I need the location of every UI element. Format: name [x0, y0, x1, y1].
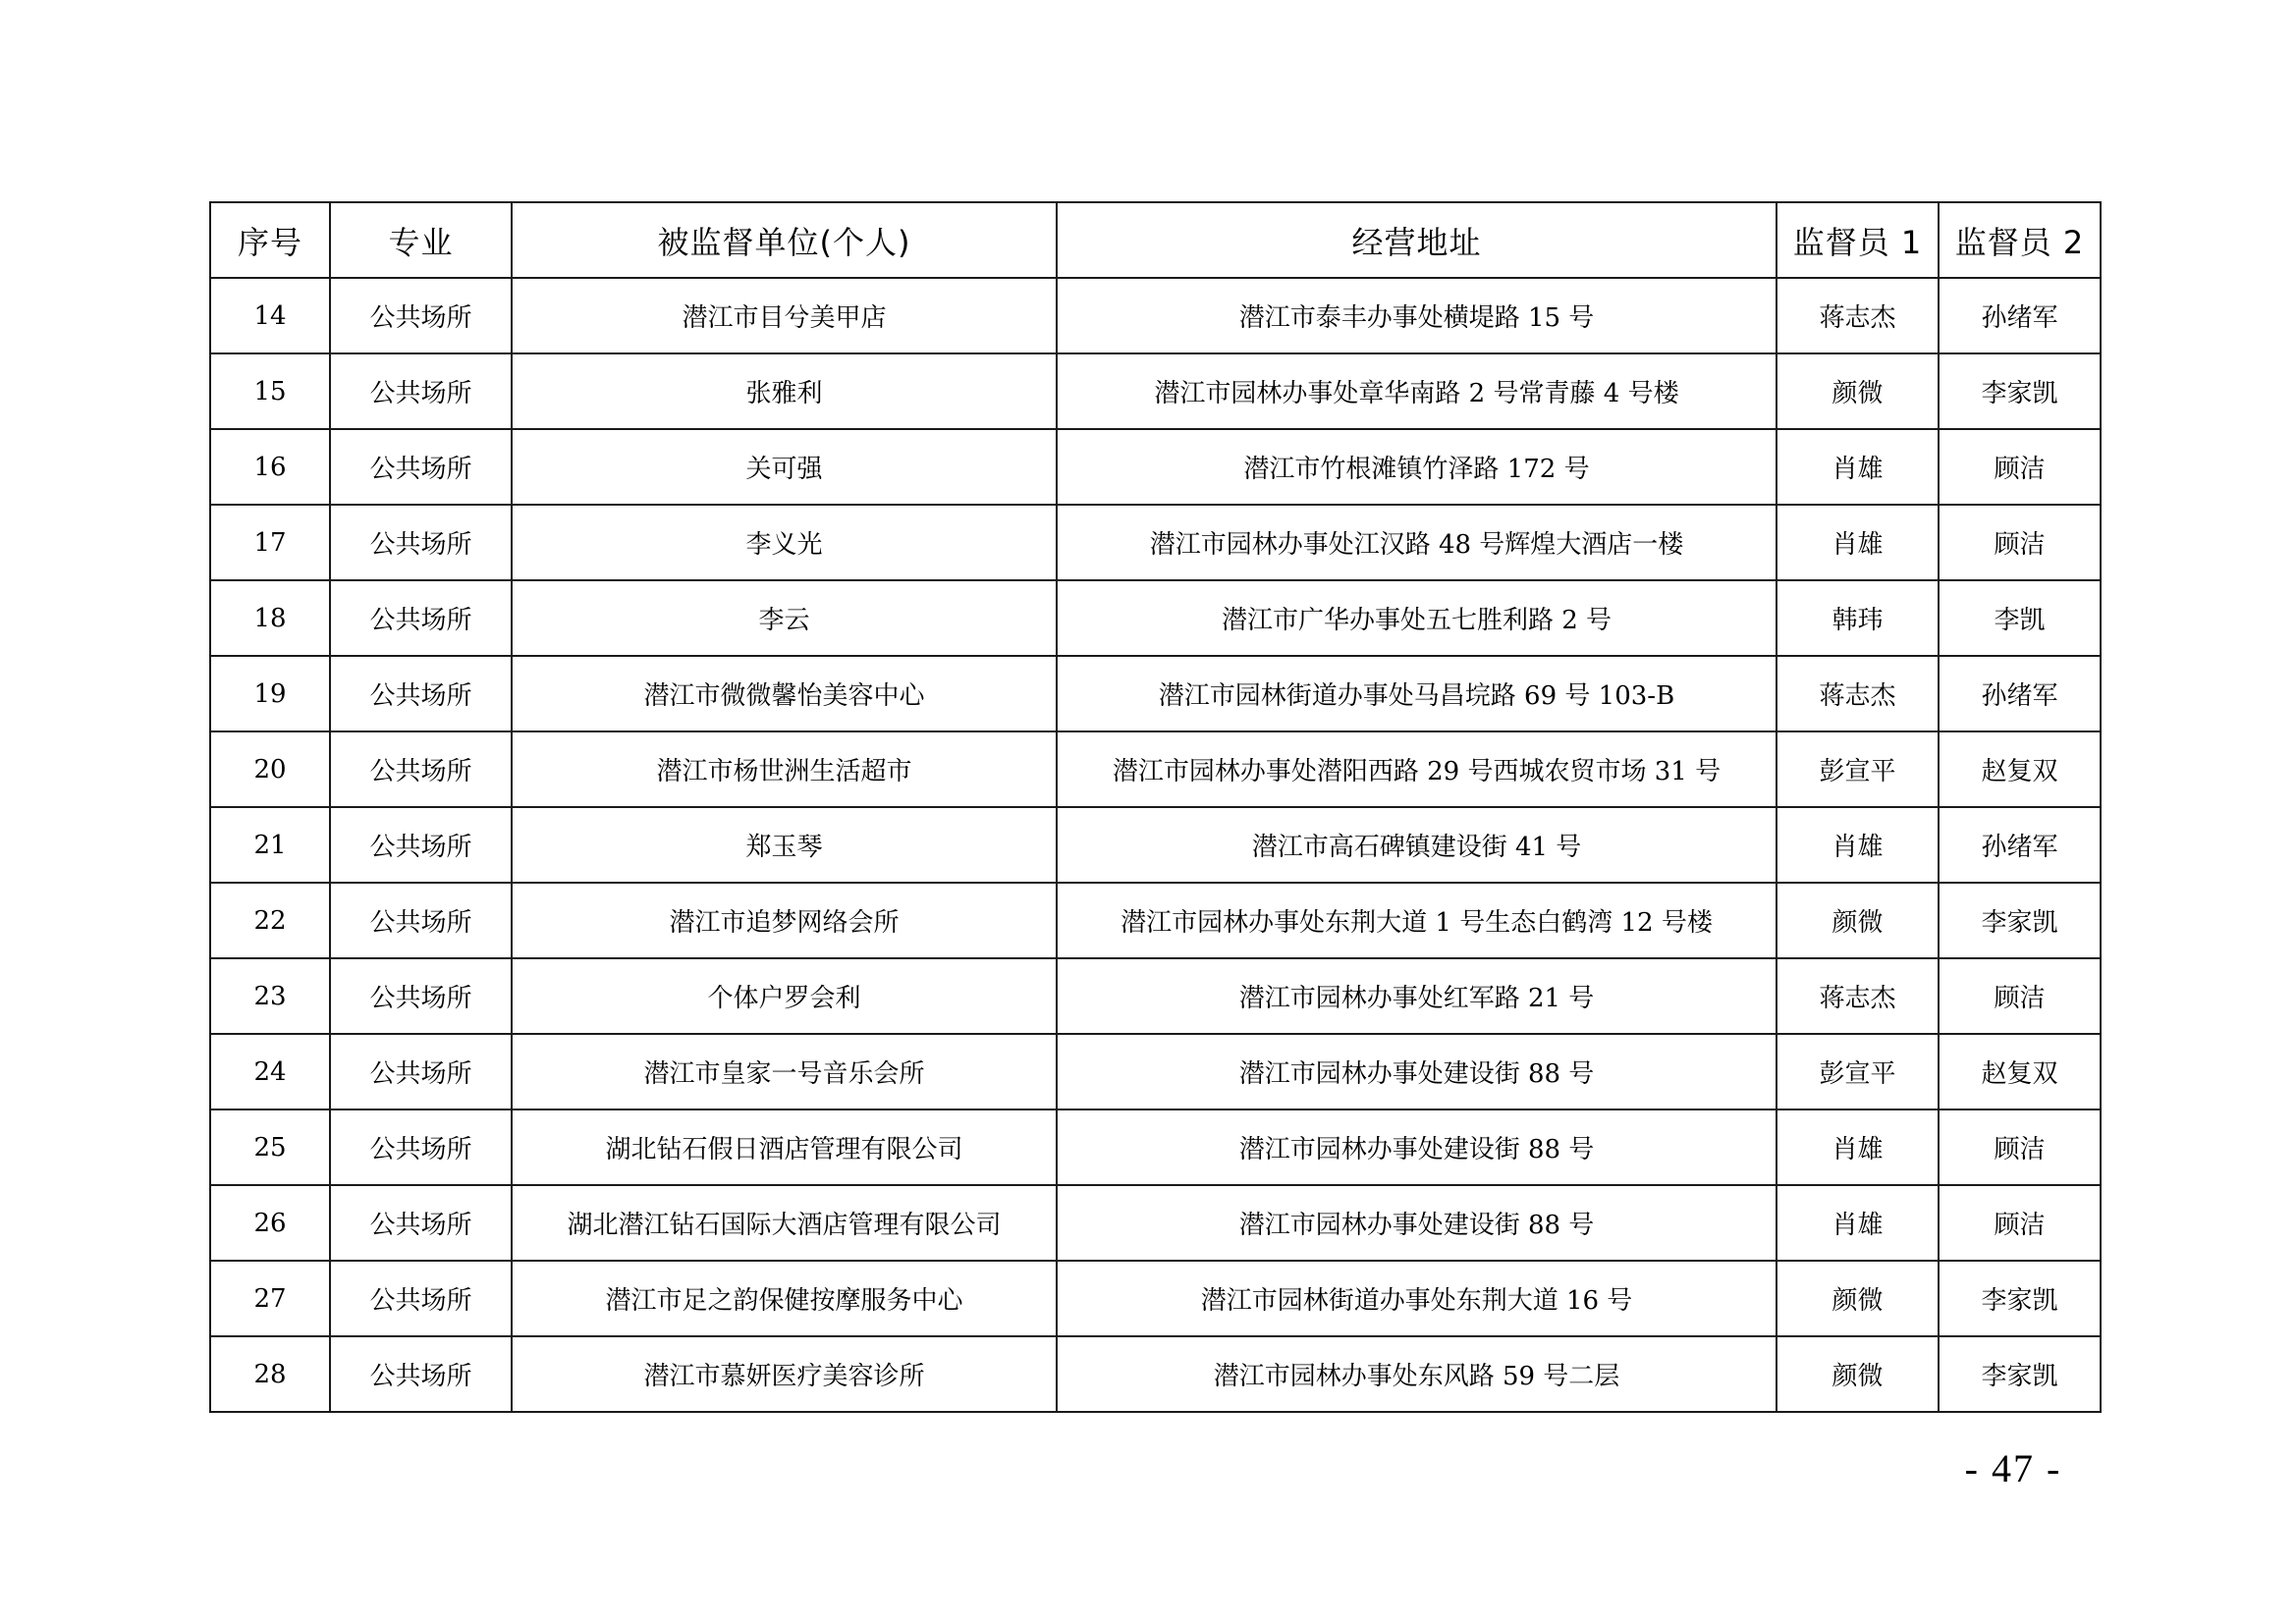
cell-category: 公共场所	[330, 278, 512, 353]
cell-business-address: 潜江市广华办事处五七胜利路 2 号	[1057, 580, 1777, 656]
cell-serial-number: 17	[210, 505, 330, 580]
table-row	[210, 1109, 2101, 1185]
cell-supervisor-1: 肖雄	[1777, 505, 1939, 580]
cell-supervisor-2: 李家凯	[1939, 1261, 2101, 1336]
cell-supervised-entity: 湖北钻石假日酒店管理有限公司	[512, 1109, 1057, 1185]
cell-supervised-entity: 张雅利	[512, 353, 1057, 429]
page-number: - 47 -	[1964, 1446, 2062, 1490]
cell-supervised-entity: 潜江市足之韵保健按摩服务中心	[512, 1261, 1057, 1336]
cell-supervised-entity: 湖北潜江钻石国际大酒店管理有限公司	[512, 1185, 1057, 1261]
cell-business-address: 潜江市园林办事处潜阳西路 29 号西城农贸市场 31 号	[1057, 731, 1777, 807]
cell-supervised-entity: 潜江市皇家一号音乐会所	[512, 1034, 1057, 1109]
cell-category: 公共场所	[330, 1336, 512, 1412]
cell-serial-number: 26	[210, 1185, 330, 1261]
cell-supervisor-2: 顾洁	[1939, 505, 2101, 580]
table-row	[210, 1261, 2101, 1336]
table-row	[210, 353, 2101, 429]
table-row	[210, 958, 2101, 1034]
cell-supervisor-2: 顾洁	[1939, 958, 2101, 1034]
cell-serial-number: 23	[210, 958, 330, 1034]
table-row	[210, 731, 2101, 807]
cell-category: 公共场所	[330, 807, 512, 883]
cell-supervisor-1: 颜微	[1777, 1336, 1939, 1412]
cell-supervisor-1: 肖雄	[1777, 1109, 1939, 1185]
cell-supervisor-1: 蒋志杰	[1777, 278, 1939, 353]
cell-business-address: 潜江市园林办事处建设街 88 号	[1057, 1109, 1777, 1185]
cell-supervised-entity: 潜江市目兮美甲店	[512, 278, 1057, 353]
cell-business-address: 潜江市园林办事处江汉路 48 号辉煌大酒店一楼	[1057, 505, 1777, 580]
cell-supervised-entity: 潜江市微微馨怡美容中心	[512, 656, 1057, 731]
table-row	[210, 1185, 2101, 1261]
header-supervisor-1: 监督员 1	[1777, 202, 1939, 278]
cell-supervisor-2: 孙绪军	[1939, 807, 2101, 883]
cell-supervisor-2: 李家凯	[1939, 1336, 2101, 1412]
supervision-table	[209, 201, 2102, 1413]
cell-supervisor-2: 赵复双	[1939, 1034, 2101, 1109]
cell-category: 公共场所	[330, 353, 512, 429]
cell-supervisor-1: 颜微	[1777, 353, 1939, 429]
header-category: 专业	[330, 202, 512, 278]
cell-serial-number: 19	[210, 656, 330, 731]
cell-supervised-entity: 潜江市杨世洲生活超市	[512, 731, 1057, 807]
table-row	[210, 807, 2101, 883]
cell-serial-number: 24	[210, 1034, 330, 1109]
header-serial-number: 序号	[210, 202, 330, 278]
cell-supervisor-1: 肖雄	[1777, 807, 1939, 883]
table-row	[210, 505, 2101, 580]
cell-supervisor-1: 蒋志杰	[1777, 958, 1939, 1034]
cell-serial-number: 20	[210, 731, 330, 807]
cell-supervisor-1: 彭宣平	[1777, 731, 1939, 807]
cell-supervised-entity: 李义光	[512, 505, 1057, 580]
cell-serial-number: 25	[210, 1109, 330, 1185]
table-row	[210, 1034, 2101, 1109]
header-business-address: 经营地址	[1057, 202, 1777, 278]
header-supervised-entity: 被监督单位(个人)	[512, 202, 1057, 278]
cell-supervisor-2: 顾洁	[1939, 429, 2101, 505]
cell-business-address: 潜江市园林办事处红军路 21 号	[1057, 958, 1777, 1034]
cell-serial-number: 16	[210, 429, 330, 505]
cell-business-address: 潜江市园林街道办事处东荆大道 16 号	[1057, 1261, 1777, 1336]
cell-category: 公共场所	[330, 656, 512, 731]
cell-business-address: 潜江市园林街道办事处马昌垸路 69 号 103-B	[1057, 656, 1777, 731]
table-header-row	[210, 202, 2101, 278]
cell-supervised-entity: 潜江市追梦网络会所	[512, 883, 1057, 958]
cell-serial-number: 15	[210, 353, 330, 429]
cell-category: 公共场所	[330, 580, 512, 656]
table-body	[210, 278, 2101, 1412]
cell-supervisor-2: 赵复双	[1939, 731, 2101, 807]
cell-supervisor-2: 顾洁	[1939, 1185, 2101, 1261]
cell-business-address: 潜江市园林办事处章华南路 2 号常青藤 4 号楼	[1057, 353, 1777, 429]
cell-supervisor-1: 肖雄	[1777, 1185, 1939, 1261]
header-supervisor-2: 监督员 2	[1939, 202, 2101, 278]
cell-category: 公共场所	[330, 958, 512, 1034]
cell-category: 公共场所	[330, 1109, 512, 1185]
cell-supervisor-1: 颜微	[1777, 883, 1939, 958]
cell-category: 公共场所	[330, 883, 512, 958]
cell-business-address: 潜江市园林办事处东荆大道 1 号生态白鹤湾 12 号楼	[1057, 883, 1777, 958]
cell-business-address: 潜江市竹根滩镇竹泽路 172 号	[1057, 429, 1777, 505]
cell-category: 公共场所	[330, 429, 512, 505]
cell-serial-number: 27	[210, 1261, 330, 1336]
table-row	[210, 429, 2101, 505]
cell-business-address: 潜江市园林办事处建设街 88 号	[1057, 1185, 1777, 1261]
cell-supervised-entity: 潜江市慕妍医疗美容诊所	[512, 1336, 1057, 1412]
cell-supervisor-2: 孙绪军	[1939, 278, 2101, 353]
cell-supervised-entity: 个体户罗会利	[512, 958, 1057, 1034]
cell-category: 公共场所	[330, 1185, 512, 1261]
table-row	[210, 1336, 2101, 1412]
cell-supervisor-2: 孙绪军	[1939, 656, 2101, 731]
cell-business-address: 潜江市高石碑镇建设街 41 号	[1057, 807, 1777, 883]
cell-serial-number: 21	[210, 807, 330, 883]
cell-supervisor-1: 肖雄	[1777, 429, 1939, 505]
cell-supervisor-2: 顾洁	[1939, 1109, 2101, 1185]
cell-supervisor-2: 李家凯	[1939, 353, 2101, 429]
cell-serial-number: 14	[210, 278, 330, 353]
cell-serial-number: 28	[210, 1336, 330, 1412]
cell-supervisor-1: 蒋志杰	[1777, 656, 1939, 731]
cell-supervised-entity: 关可强	[512, 429, 1057, 505]
cell-supervisor-1: 彭宣平	[1777, 1034, 1939, 1109]
cell-supervisor-2: 李家凯	[1939, 883, 2101, 958]
table-row	[210, 656, 2101, 731]
cell-category: 公共场所	[330, 1261, 512, 1336]
cell-supervisor-1: 韩玮	[1777, 580, 1939, 656]
cell-business-address: 潜江市泰丰办事处横堤路 15 号	[1057, 278, 1777, 353]
cell-supervisor-2: 李凯	[1939, 580, 2101, 656]
cell-serial-number: 18	[210, 580, 330, 656]
table-row	[210, 883, 2101, 958]
table-row	[210, 580, 2101, 656]
cell-supervised-entity: 郑玉琴	[512, 807, 1057, 883]
cell-serial-number: 22	[210, 883, 330, 958]
cell-business-address: 潜江市园林办事处东风路 59 号二层	[1057, 1336, 1777, 1412]
cell-category: 公共场所	[330, 505, 512, 580]
cell-business-address: 潜江市园林办事处建设街 88 号	[1057, 1034, 1777, 1109]
cell-category: 公共场所	[330, 1034, 512, 1109]
cell-category: 公共场所	[330, 731, 512, 807]
cell-supervised-entity: 李云	[512, 580, 1057, 656]
cell-supervisor-1: 颜微	[1777, 1261, 1939, 1336]
table-row	[210, 278, 2101, 353]
